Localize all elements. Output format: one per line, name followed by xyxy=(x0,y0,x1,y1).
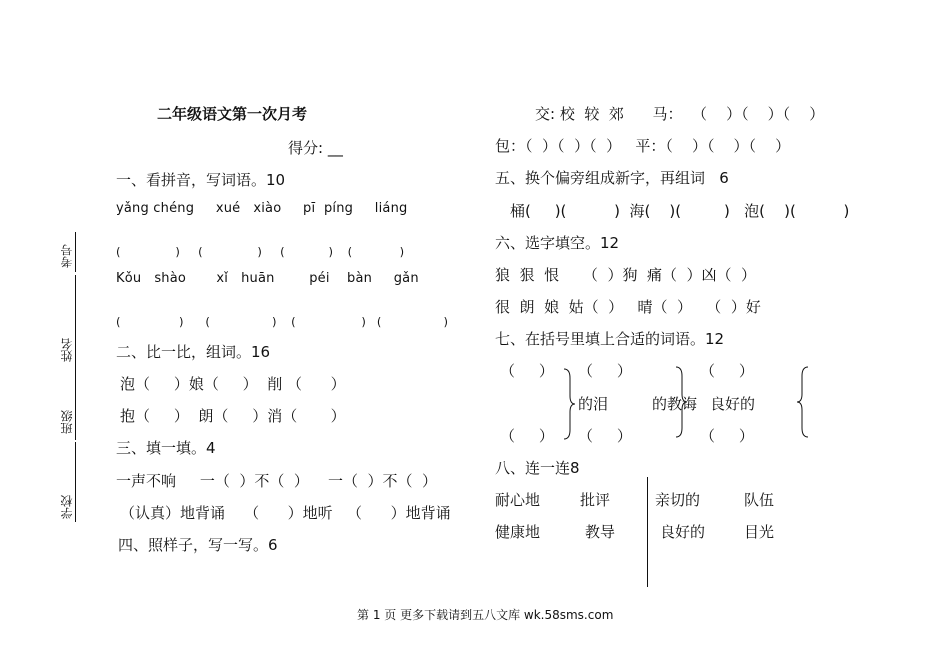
page-footer: 第 1 页 更多下载请到五八文库 wk.58sms.com xyxy=(357,608,614,622)
side-label-banji: 班级 xyxy=(60,410,74,434)
section3-heading: 三、填一填。4 xyxy=(116,439,216,457)
section7-top-mid: （ ） xyxy=(578,362,632,380)
section8-heading: 八、连一连8 xyxy=(495,459,580,477)
brace-3 xyxy=(796,366,810,438)
section4-row-2: 包：（ ）（ ）（ ） 平：（ ）（ ）（ ） xyxy=(495,137,791,155)
section7-bot-mid: （ ） xyxy=(578,427,632,445)
match-right-4: 目光 xyxy=(744,523,775,541)
brace-2 xyxy=(674,366,688,438)
section4-row-1: 交: 校 较 郊 马： （ ）（ ）（ ） xyxy=(535,105,825,123)
match-left-2: 健康地 xyxy=(495,523,541,541)
side-underline-2 xyxy=(75,275,76,370)
section7-bot-left: （ ） xyxy=(500,427,554,445)
section7-word-1: 的泪 xyxy=(578,395,609,413)
section7-word-2: 的教诲 xyxy=(652,395,698,413)
brace-1 xyxy=(562,368,576,440)
section7-heading: 七、在括号里填上合适的词语。12 xyxy=(495,330,725,348)
side-label-kaohao: 考号 xyxy=(60,244,74,268)
section7-top-left: （ ） xyxy=(500,362,554,380)
pinyin-row-1: yǎng chéng xué xiào pī píng liáng xyxy=(116,201,408,216)
match-left-4: 教导 xyxy=(585,523,616,541)
section6-row-1: 狼 狠 恨 （ ）狗 痛（ ）凶（ ） xyxy=(495,266,757,284)
section6-heading: 六、选字填空。12 xyxy=(495,234,620,252)
match-right-3: 队伍 xyxy=(744,491,775,509)
section3-row-1: 一声不响 一（ ）不（ ） 一（ ）不（ ） xyxy=(116,472,438,490)
section2-row-2: 抱（ ） 朗（ ）消（ ） xyxy=(120,407,346,425)
side-underline-3 xyxy=(75,370,76,440)
side-underline-1 xyxy=(75,232,76,272)
section5-row-1: 桶( )( ) 海( )( ) 泡( )( ) xyxy=(510,202,850,220)
page-title: 二年级语文第一次月考 xyxy=(157,105,308,123)
pinyin-row-2: Kǒu shào xǐ huān péi bàn gǎn xyxy=(116,271,419,286)
section4-heading: 四、照样子，写一写。6 xyxy=(118,536,278,554)
match-left-3: 批评 xyxy=(580,491,611,509)
section3-row-2: （认真）地背诵 （ ）地听 （ ）地背诵 xyxy=(120,504,451,522)
match-left-1: 耐心地 xyxy=(495,491,541,509)
blank-row-2: ( ) ( ) ( ) ( ) xyxy=(116,315,448,329)
match-right-2: 良好的 xyxy=(660,523,706,541)
section6-row-2: 很 朗 娘 姑（ ） 晴（ ） （ ）好 xyxy=(495,298,761,316)
side-label-xuexiao: 学校 xyxy=(60,495,74,519)
score-label: 得分: __ xyxy=(288,139,343,157)
side-underline-4 xyxy=(75,442,76,522)
match-divider xyxy=(647,477,648,587)
section2-heading: 二、比一比，组词。16 xyxy=(116,343,271,361)
blank-row-1: ( ) ( ) ( ) ( ) xyxy=(116,245,405,259)
side-label-xingming: 姓名 xyxy=(60,338,74,362)
section1-heading: 一、看拼音，写词语。10 xyxy=(116,171,286,189)
section7-top-right: （ ） xyxy=(700,362,754,380)
section5-heading: 五、换个偏旁组成新字，再组词 6 xyxy=(495,169,729,187)
match-right-1: 亲切的 xyxy=(655,491,701,509)
section2-row-1: 泡（ ）娘（ ） 削 （ ） xyxy=(120,375,346,393)
section7-bot-right: （ ） xyxy=(700,427,754,445)
section7-word-3: 良好的 xyxy=(710,395,756,413)
